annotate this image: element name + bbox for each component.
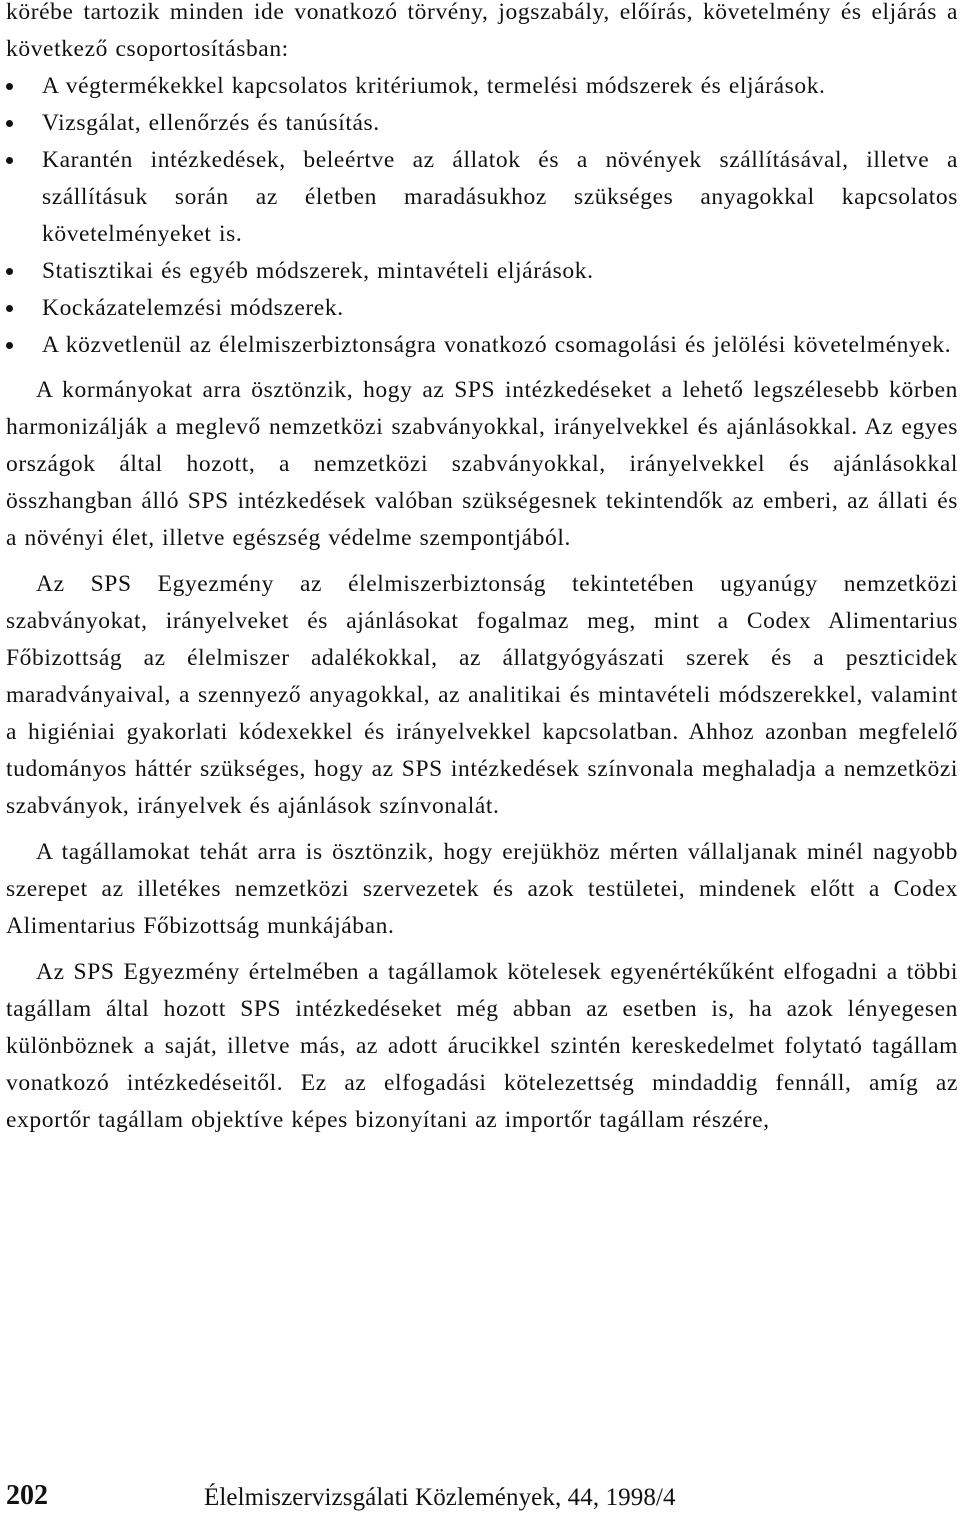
bullet-icon: [6, 83, 13, 90]
requirement-list: [6, 68, 958, 364]
bullet-icon: [6, 157, 13, 164]
bullet-icon: [6, 268, 13, 275]
journal-citation: Élelmiszervizsgálati Közlemények, 44, 1998/4: [204, 1484, 676, 1511]
bullet-icon: [6, 120, 13, 127]
list-item: [6, 105, 958, 142]
list-item-text: A végtermékekkel kapcsolatos kritériumok, termelési módszerek és eljárások.: [42, 73, 826, 99]
paragraph-member-states: A tagállamokat tehát arra is ösztönzik, hogy erejükhöz mérten vállaljanak minél nagyobb szerepet az illetékes nemzetközi szervezetek és azok testületei, mindenek előtt a Codex Alimentarius Főbizottság munkájában.: [6, 839, 958, 939]
list-item-text: A közvetlenül az élelmiszerbiztonságra vonatkozó csomagolási és jelölési követelmények.: [42, 332, 952, 358]
list-item-text: Vizsgálat, ellenőrzés és tanúsítás.: [42, 110, 380, 136]
paragraph-harmonization: A kormányokat arra ösztönzik, hogy az SPS intézkedéseket a lehető legszélesebb körben harmonizálják a meglevő nemzetközi szabványokkal, irányelvekkel és ajánlásokkal. Az egyes országok által hozott, a nemzetközi szabványokkal, irányelvekkel és ajánlásokkal összhangban álló SPS intézkedések valóban szükségesnek tekintendők az emberi, az állati és a növényi élet, illetve egészség védelme szempontjából.: [6, 377, 958, 551]
document-page: [6, 0, 958, 1139]
list-item-text: Kockázatelemzési módszerek.: [42, 295, 344, 321]
list-item: [6, 327, 958, 364]
intro-text: körébe tartozik minden ide vonatkozó törvény, jogszabály, előírás, követelmény és eljárás a következő csoportosításban:: [6, 0, 958, 62]
paragraph-equivalence: Az SPS Egyezmény értelmében a tagállamok kötelesek egyenértékűként elfogadni a többi tagállam által hozott SPS intézkedéseket még abban az esetben is, ha azok lényegesen különböznek a saját, illetve más, az adott árucikkel szintén kereskedelmet folytató tagállam vonatkozó intézkedéseitől. Ez az elfogadási kötelezettség mindaddig fennáll, amíg az exportőr tagállam objektíve képes bizonyítani az importőr tagállam részére,: [6, 959, 958, 1133]
list-item-text: Karantén intézkedések, beleértve az állatok és a növények szállításával, illetve a szállításuk során az életben maradásukhoz szükséges anyagokkal kapcsolatos követelményeket is.: [42, 147, 958, 247]
page-footer: [6, 1478, 958, 1518]
list-item-text: Statisztikai és egyéb módszerek, mintavételi eljárások.: [42, 258, 594, 284]
paragraph-codex-standards: Az SPS Egyezmény az élelmiszerbiztonság tekintetében ugyanúgy nemzetközi szabványokat, irányelveket és ajánlásokat fogalmaz meg, mint a Codex Alimentarius Főbizottság az élelmiszer adalékokkal, az állatgyógyászati szerek és a peszticidek maradványaival, a szennyező anyagokkal, az analitikai és mintavételi módszerekkel, valamint a higiéniai gyakorlati kódexekkel és irányelvekkel kapcsolatban. Ahhoz azonban megfelelő tudományos háttér szükséges, hogy az SPS intézkedések színvonala meghaladja a nemzetközi szabványok, irányelvek és ajánlások színvonalát.: [6, 571, 958, 819]
bullet-icon: [6, 305, 13, 312]
page-number: 202: [6, 1480, 48, 1511]
list-item: [6, 290, 958, 327]
list-item: [6, 142, 958, 253]
list-item: [6, 68, 958, 105]
bullet-icon: [6, 342, 13, 349]
list-item: [6, 253, 958, 290]
